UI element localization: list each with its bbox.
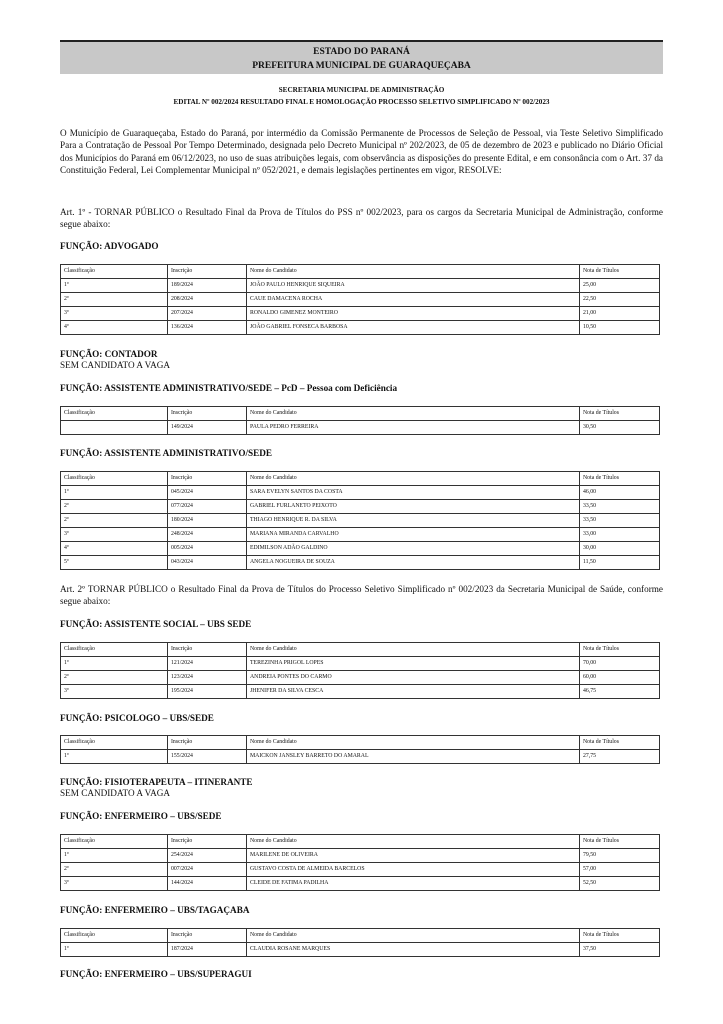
table-header-row [61, 265, 660, 279]
table-row [61, 321, 660, 335]
column-header: Classificação [61, 835, 168, 849]
table-row [61, 486, 660, 500]
registration-cell: 121/2024 [168, 657, 247, 671]
column-header: Inscrição [168, 265, 247, 279]
registration-cell: 077/2024 [168, 500, 247, 514]
city-hall-title: PREFEITURA MUNICIPAL DE GUARAQUEÇABA [252, 61, 471, 71]
classification-cell: 2º [61, 671, 168, 685]
registration-cell: 007/2024 [168, 863, 247, 877]
table-header-row [61, 835, 660, 849]
registration-cell: 208/2024 [168, 293, 247, 307]
classification-cell: 4º [61, 321, 168, 335]
score-cell: 60,00 [580, 671, 660, 685]
classification-cell: 1º [61, 657, 168, 671]
table-row [61, 514, 660, 528]
registration-cell: 123/2024 [168, 671, 247, 685]
column-header: Nome do Candidato [247, 929, 580, 943]
table-row [61, 556, 660, 570]
table-header-row [61, 929, 660, 943]
candidate-name-cell: RONALDO GIMENEZ MONTEIRO [247, 307, 580, 321]
classification-cell [61, 421, 168, 435]
score-cell: 30,50 [580, 421, 660, 435]
registration-cell: 248/2024 [168, 528, 247, 542]
table-row [61, 671, 660, 685]
table-row [61, 685, 660, 699]
column-header: Nota de Títulos [580, 472, 660, 486]
column-header: Classificação [61, 407, 168, 421]
registration-cell: 189/2024 [168, 279, 247, 293]
registration-cell: 144/2024 [168, 877, 247, 891]
classification-cell: 3º [61, 877, 168, 891]
score-cell: 11,50 [580, 556, 660, 570]
registration-cell: 136/2024 [168, 321, 247, 335]
column-header: Nome do Candidato [247, 265, 580, 279]
table-row [61, 500, 660, 514]
registration-cell: 180/2024 [168, 514, 247, 528]
document-header [60, 40, 663, 74]
edital-title: EDITAL Nº 002/2024 RESULTADO FINAL E HOMOLOGAÇÃO PROCESSO SELETIVO SIMPLIFICADO Nº 002/2023 [173, 98, 550, 106]
candidate-name-cell: GUSTAVO COSTA DE ALMEIDA BARCELOS [247, 863, 580, 877]
score-cell: 30,00 [580, 542, 660, 556]
table-row [61, 421, 660, 435]
column-header: Inscrição [168, 643, 247, 657]
candidate-name-cell: MAICKON JANSLEY BARRETO DO AMARAL [247, 750, 580, 764]
score-cell: 33,00 [580, 528, 660, 542]
candidate-name-cell: MARILENE DE OLIVEIRA [247, 849, 580, 863]
registration-cell: 187/2024 [168, 943, 247, 957]
table-header-row [61, 472, 660, 486]
score-cell: 22,50 [580, 293, 660, 307]
results-table [60, 471, 660, 570]
art1-paragraph: Art. 1º - TORNAR PÚBLICO o Resultado Final da Prova de Títulos do PSS nº 002/2023, para os cargos da Secretaria Municipal de Administração, conforme segue abaixo: [60, 207, 663, 230]
table-row [61, 542, 660, 556]
score-cell: 46,75 [580, 685, 660, 699]
sub-header [60, 84, 663, 108]
column-header: Nome do Candidato [247, 736, 580, 750]
section-title-psicologo: FUNÇÃO: PSICOLOGO – UBS/SEDE [60, 713, 214, 723]
column-header: Inscrição [168, 736, 247, 750]
section-title-fisioterapeuta: FUNÇÃO: FISIOTERAPEUTA – ITINERANTE [60, 777, 253, 787]
classification-cell: 3º [61, 307, 168, 321]
table-row [61, 943, 660, 957]
column-header: Classificação [61, 472, 168, 486]
results-table [60, 928, 660, 957]
table-row [61, 657, 660, 671]
candidate-name-cell: JHENIFER DA SILVA CESCA [247, 685, 580, 699]
results-table [60, 642, 660, 699]
table-row [61, 307, 660, 321]
registration-cell: 207/2024 [168, 307, 247, 321]
column-header: Nome do Candidato [247, 835, 580, 849]
table-row [61, 279, 660, 293]
candidate-name-cell: PAULA PEDRO FERREIRA [247, 421, 580, 435]
art2-paragraph: Art. 2º TORNAR PÚBLICO o Resultado Final da Prova de Títulos do Processo Seletivo Simplificado nº 002/2023 da Secretaria Municipal de Saúde, conforme segue abaixo: [60, 584, 663, 607]
no-candidate-note: SEM CANDIDATO A VAGA [60, 788, 171, 798]
table-row [61, 849, 660, 863]
candidate-name-cell: TEREZINHA PRIGOL LOPES [247, 657, 580, 671]
section-title-assistente-social: FUNÇÃO: ASSISTENTE SOCIAL – UBS SEDE [60, 619, 252, 629]
column-header: Classificação [61, 736, 168, 750]
column-header: Nota de Títulos [580, 736, 660, 750]
column-header: Inscrição [168, 929, 247, 943]
registration-cell: 149/2024 [168, 421, 247, 435]
score-cell: 33,50 [580, 514, 660, 528]
score-cell: 79,50 [580, 849, 660, 863]
classification-cell: 2º [61, 293, 168, 307]
intro-paragraph: O Município de Guaraqueçaba, Estado do Paraná, por intermédio da Comissão Permanente de Processos de Seleção de Pessoal, via Teste Seletivo Simplificado Para a Contratação de Pessoal Por Tempo Determinado, designada pelo Decreto Municipal nº 202/2023, de 05 de dezembro de 2023 e publicado no Diário Oficial dos Municípios do Paraná em 06/12/2023, no uso de suas atribuições legais, com observância as disposições do presente Edital, e em consonância com o Art. 37 da Constituição Federal, Lei Complementar Municipal nº 052/2021, e demais legislações pertinentes em vigor, RESOLVE: [60, 128, 663, 175]
classification-cell: 1º [61, 279, 168, 293]
classification-cell: 4º [61, 542, 168, 556]
section-title-enfermeiro-sede: FUNÇÃO: ENFERMEIRO – UBS/SEDE [60, 811, 222, 821]
results-table [60, 834, 660, 891]
classification-cell: 2º [61, 514, 168, 528]
column-header: Nota de Títulos [580, 643, 660, 657]
registration-cell: 005/2024 [168, 542, 247, 556]
registration-cell: 045/2024 [168, 486, 247, 500]
section-title-assistente-sede: FUNÇÃO: ASSISTENTE ADMINISTRATIVO/SEDE [60, 448, 273, 458]
column-header: Nota de Títulos [580, 835, 660, 849]
classification-cell: 1º [61, 750, 168, 764]
score-cell: 52,50 [580, 877, 660, 891]
candidate-name-cell: EDIMILSON ADÃO GALDINO [247, 542, 580, 556]
score-cell: 27,75 [580, 750, 660, 764]
score-cell: 21,00 [580, 307, 660, 321]
table-row [61, 863, 660, 877]
section-title-assistente-pcd: FUNÇÃO: ASSISTENTE ADMINISTRATIVO/SEDE – PcD – Pessoa com Deficiência [60, 383, 398, 393]
column-header: Inscrição [168, 472, 247, 486]
column-header: Nota de Títulos [580, 929, 660, 943]
score-cell: 70,00 [580, 657, 660, 671]
candidate-name-cell: ANGELA NOGUEIRA DE SOUZA [247, 556, 580, 570]
classification-cell: 2º [61, 500, 168, 514]
classification-cell: 5º [61, 556, 168, 570]
score-cell: 10,50 [580, 321, 660, 335]
score-cell: 25,00 [580, 279, 660, 293]
section-title-enfermeiro-tagacaba: FUNÇÃO: ENFERMEIRO – UBS/TAGAÇABA [60, 905, 250, 915]
table-row [61, 877, 660, 891]
column-header: Nome do Candidato [247, 407, 580, 421]
table-header-row [61, 643, 660, 657]
classification-cell: 1º [61, 943, 168, 957]
column-header: Nota de Títulos [580, 265, 660, 279]
classification-cell: 3º [61, 528, 168, 542]
column-header: Nota de Títulos [580, 407, 660, 421]
table-header-row [61, 736, 660, 750]
candidate-name-cell: ANDREIA PONTES DO CARMO [247, 671, 580, 685]
score-cell: 37,50 [580, 943, 660, 957]
candidate-name-cell: CAUE DAMACENA ROCHA [247, 293, 580, 307]
results-table [60, 735, 660, 764]
classification-cell: 1º [61, 849, 168, 863]
candidate-name-cell: JOÃO PAULO HENRIQUE SIQUEIRA [247, 279, 580, 293]
classification-cell: 1º [61, 486, 168, 500]
score-cell: 46,00 [580, 486, 660, 500]
table-row [61, 750, 660, 764]
column-header: Inscrição [168, 835, 247, 849]
classification-cell: 2º [61, 863, 168, 877]
results-table [60, 264, 660, 335]
registration-cell: 155/2024 [168, 750, 247, 764]
table-row [61, 293, 660, 307]
registration-cell: 043/2024 [168, 556, 247, 570]
candidate-name-cell: SARA EVELYN SANTOS DA COSTA [247, 486, 580, 500]
candidate-name-cell: GABRIEL FURLANETO PEIXOTO [247, 500, 580, 514]
column-header: Classificação [61, 929, 168, 943]
state-title: ESTADO DO PARANÁ [313, 47, 410, 57]
table-header-row [61, 407, 660, 421]
column-header: Nome do Candidato [247, 643, 580, 657]
classification-cell: 3º [61, 685, 168, 699]
column-header: Nome do Candidato [247, 472, 580, 486]
column-header: Classificação [61, 265, 168, 279]
candidate-name-cell: CLAUDIA ROSANE MARQUES [247, 943, 580, 957]
column-header: Classificação [61, 643, 168, 657]
registration-cell: 195/2024 [168, 685, 247, 699]
secretaria-title: SECRETARIA MUNICIPAL DE ADMINISTRAÇÃO [278, 86, 445, 94]
no-candidate-note: SEM CANDIDATO A VAGA [60, 360, 171, 370]
registration-cell: 254/2024 [168, 849, 247, 863]
candidate-name-cell: THIAGO HENRIQUE R. DA SILVA [247, 514, 580, 528]
candidate-name-cell: CLEIDE DE FATIMA PADILHA [247, 877, 580, 891]
section-title-contador: FUNÇÃO: CONTADOR [60, 349, 158, 359]
section-title-enfermeiro-superagui: FUNÇÃO: ENFERMEIRO – UBS/SUPERAGUI [60, 969, 252, 979]
results-table [60, 406, 660, 435]
score-cell: 33,50 [580, 500, 660, 514]
section-title-advogado: FUNÇÃO: ADVOGADO [60, 241, 159, 251]
column-header: Inscrição [168, 407, 247, 421]
score-cell: 57,00 [580, 863, 660, 877]
candidate-name-cell: MARIANA MIRANDA CARVALHO [247, 528, 580, 542]
candidate-name-cell: JOÃO GABRIEL FONSECA BARBOSA [247, 321, 580, 335]
table-row [61, 528, 660, 542]
